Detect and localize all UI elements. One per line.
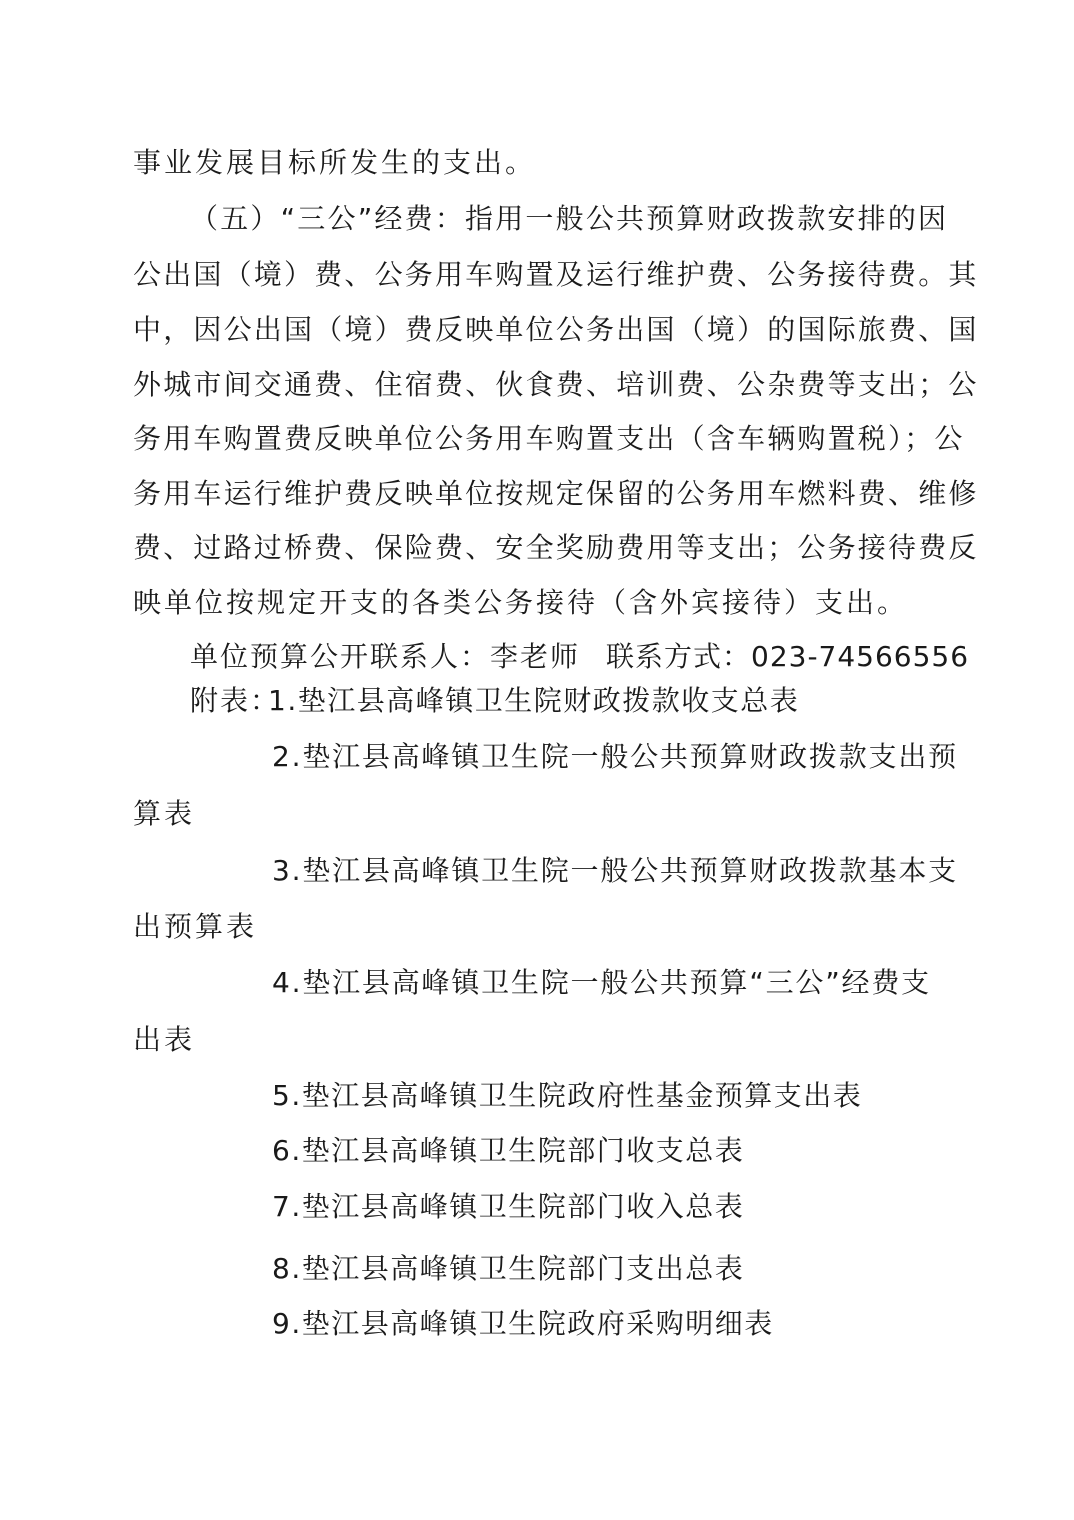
contact-method: 联系方式：023-74566556 <box>606 640 970 673</box>
attachment-item-3: 3.垫江县高峰镇卫生院一般公共预算财政拨款基本支 <box>272 854 958 887</box>
attachment-item-9: 9.垫江县高峰镇卫生院政府采购明细表 <box>272 1307 774 1340</box>
body-line-2: （五）“三公”经费：指用一般公共预算财政拨款安排的因 <box>190 202 949 235</box>
body-line-5: 外城市间交通费、住宿费、伙食费、培训费、公杂费等支出；公 <box>133 368 979 401</box>
attachment-item-8: 8.垫江县高峰镇卫生院部门支出总表 <box>272 1252 745 1285</box>
attachment-item-4: 4.垫江县高峰镇卫生院一般公共预算“三公”经费支 <box>272 966 931 999</box>
attachment-item-6: 6.垫江县高峰镇卫生院部门收支总表 <box>272 1134 745 1167</box>
attachments-label: 附表： <box>190 684 281 717</box>
attachment-item-2: 2.垫江县高峰镇卫生院一般公共预算财政拨款支出预 <box>272 740 958 773</box>
body-line-8: 费、过路过桥费、保险费、安全奖励费用等支出；公务接待费反 <box>133 531 979 564</box>
attachment-item-3-cont: 出预算表 <box>133 910 258 943</box>
body-line-3: 公出国（境）费、公务用车购置及运行维护费、公务接待费。其 <box>133 258 979 291</box>
attachment-item-2-cont: 算表 <box>133 797 196 830</box>
attachment-item-4-cont: 出表 <box>133 1023 196 1056</box>
body-line-6: 务用车购置费反映单位公务用车购置支出（含车辆购置税）；公 <box>133 422 965 455</box>
contact-person: 单位预算公开联系人：李老师 <box>190 640 581 673</box>
body-line-9: 映单位按规定开支的各类公务接待（含外宾接待）支出。 <box>133 586 909 619</box>
attachment-item-5: 5.垫江县高峰镇卫生院政府性基金预算支出表 <box>272 1079 863 1112</box>
attachment-item-7: 7.垫江县高峰镇卫生院部门收入总表 <box>272 1190 745 1223</box>
body-line-1: 事业发展目标所发生的支出。 <box>133 146 537 179</box>
body-line-7: 务用车运行维护费反映单位按规定保留的公务用车燃料费、维修 <box>133 477 979 510</box>
body-line-4: 中，因公出国（境）费反映单位公务出国（境）的国际旅费、国 <box>133 313 979 346</box>
attachment-item-1: 1.垫江县高峰镇卫生院财政拨款收支总表 <box>268 684 800 717</box>
